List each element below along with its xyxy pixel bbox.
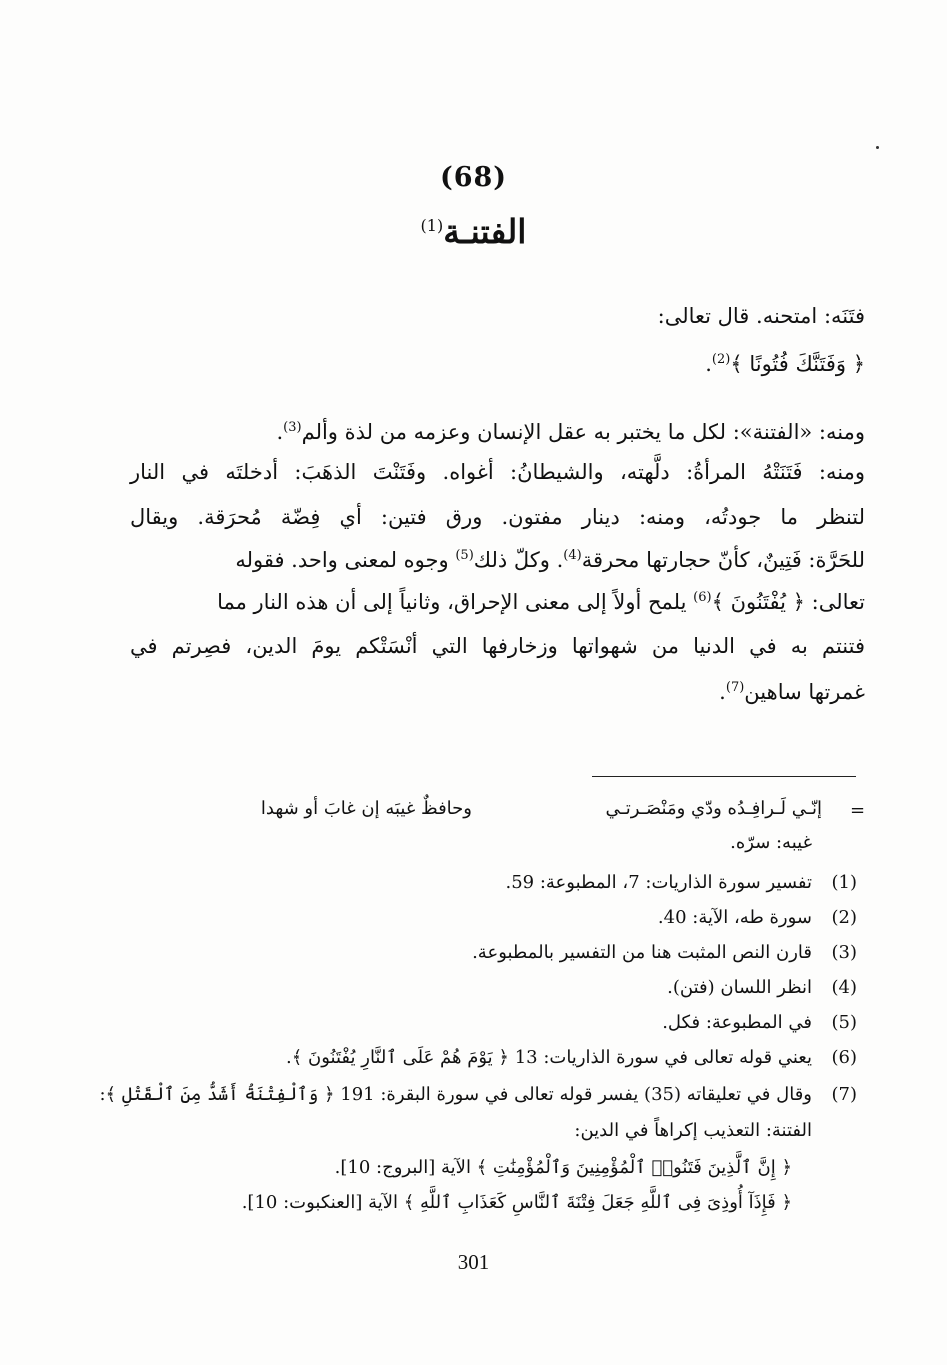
footnote-text: سورة طه، الآية: 40. — [657, 907, 812, 928]
verse-gloss: غيبه: سرّه. — [730, 832, 812, 853]
punctuation: . — [705, 352, 712, 376]
page-number: 301 — [457, 1250, 490, 1274]
footnote-text: يعني قوله تعالى في سورة الذاريات: 13 ﴿ يَوْمَ هُمْ عَلَى ٱلنَّارِ يُفْتَنُونَ ﴾. — [286, 1047, 812, 1068]
paragraph-line-7 — [130, 672, 865, 712]
footnote-number: (5) — [831, 1012, 857, 1033]
footnote-ref-4: (4) — [563, 548, 582, 563]
entry-title-footnote-ref: (1) — [420, 216, 444, 235]
verse-hemistich-2: وحافظٌ غيبَه إن غابَ أو شهدا — [260, 798, 472, 819]
footnote-number: (2) — [831, 907, 857, 928]
margin-speck — [876, 146, 879, 149]
paragraph-line-1 — [130, 412, 865, 452]
footnote-7-line-4: ﴿ فَإِذَآ أُوذِىَ فِى ٱللَّهِ جَعَلَ فِتْنَةَ ٱلنَّاسِ كَعَذَابِ ٱللَّهِ ﴾ الآية [العنكبوت: 10]. — [241, 1192, 792, 1213]
footnote-text: في المطبوعة: فكل. — [662, 1012, 812, 1033]
footnote-ref-6: (6) — [693, 590, 712, 605]
footnote-ref-3: (3) — [283, 420, 302, 435]
paragraph-line-4 — [130, 540, 865, 580]
footnote-ref-2: (2) — [711, 352, 731, 367]
punctuation: . — [719, 680, 726, 704]
paragraph-text: تعالى: ﴿ يُفْتَنُونَ ﴾ — [711, 590, 865, 614]
entry-title — [0, 212, 947, 251]
definition-line: فتَنَه: امتحنه. قال تعالى: — [657, 304, 865, 328]
footnote-number: (6) — [831, 1047, 857, 1068]
paragraph-text: يلمح أولاً إلى معنى الإحراق، وثانياً إلى أن هذه النار مما — [217, 590, 694, 614]
paragraph-text: للحَرَّة: فَتِينٌ، كأنّ حجارتها محرقة — [581, 548, 865, 572]
footnote-7-line-3: ﴿ إِنَّ ٱلَّذِينَ فَتَنُوا۟ ٱلْمُؤْمِنِينَ وَٱلْمُؤْمِنَٰتِ ﴾ الآية [البروج: 10]. — [334, 1157, 792, 1178]
paragraph-line-6: فتنتم به في الدنيا من شهواتها وزخارفها التي أنْسَتْكم يومَ الدين، فصِرتم في — [130, 634, 865, 658]
footnote-7-line-2: الفتنة: التعذيب إكراهاً في الدين: — [574, 1120, 812, 1141]
paragraph-line-3: لتنظر ما جودتُه، ومنه: دينار مفتون. ورق فتين: أي فِضّة مُحرَقة. ويقال — [130, 505, 865, 529]
footnote-number: (4) — [831, 977, 857, 998]
paragraph-line-2: ومنه: فَتَنَتْهُ المرأةُ: دلَّهته، والشيطانُ: أغواه. وفَتَنْتَ الذهَبَ: أدخلتَه في النار — [130, 460, 865, 484]
paragraph-text: ومنه: «الفتنة»: لكل ما يختبر به عقل الإنسان وعزمه من لذة وألم — [301, 420, 865, 444]
footnote-ref-7: (7) — [725, 680, 745, 695]
entry-number: (68) — [439, 162, 508, 193]
footnote-number: (3) — [831, 942, 857, 963]
entry-title-text: الفتنـة — [443, 212, 527, 251]
quran-verse: ﴿ وَفَتَنَّكَ فُتُونًا ﴾ — [730, 352, 865, 376]
paragraph-line-5 — [130, 582, 865, 622]
paragraph-text: غمرتها ساهين — [744, 680, 865, 704]
footnote-number: (7) — [831, 1084, 857, 1105]
paragraph-text: . وكلّ ذلك — [473, 548, 564, 572]
footnote-number: (1) — [831, 872, 857, 893]
footnote-ref-5: (5) — [455, 548, 474, 563]
footnote-text: قارن النص المثبت هنا من التفسير بالمطبوعة. — [472, 942, 812, 963]
continuation-mark: = — [850, 800, 866, 821]
quran-citation-line — [130, 344, 865, 384]
paragraph-text: وجوه لمعنى واحد. فقوله — [235, 548, 456, 572]
punctuation: . — [276, 420, 284, 444]
footnote-text: تفسير سورة الذاريات: 7، المطبوعة: 59. — [505, 872, 812, 893]
footnote-text: وقال في تعليقاته (35) يفسر قوله تعالى في سورة البقرة: 191 ﴿ وَٱلْفِتْنَةُ أَشَدُّ مِنَ ٱلْقَتْلِ ﴾: — [99, 1084, 812, 1105]
footnote-separator — [592, 776, 856, 777]
verse-hemistich-1: إنّـي لَـرافِـدُه ودّي ومَنْصَـرتـي — [605, 798, 822, 819]
footnote-text: انظر اللسان (فتن). — [667, 977, 812, 998]
